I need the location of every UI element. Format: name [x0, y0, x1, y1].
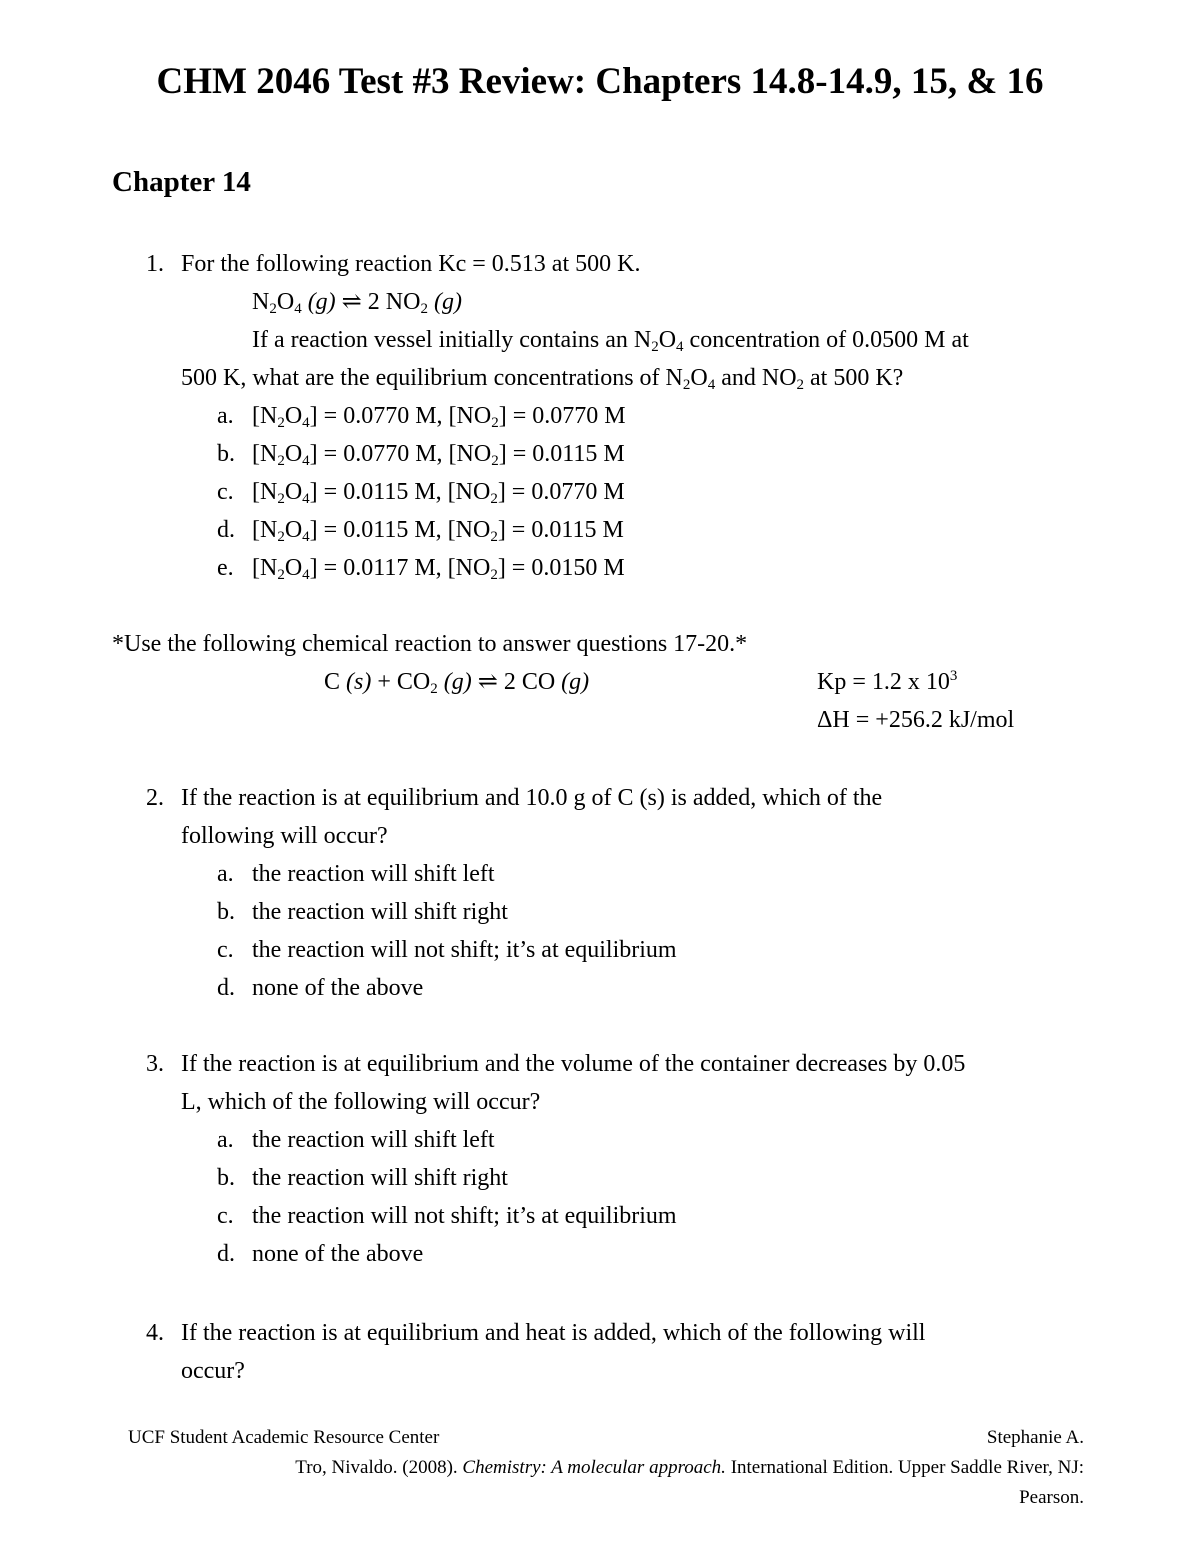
answer-option: the reaction will shift left [252, 1127, 495, 1153]
question-text-line: If a reaction vessel initially contains an $N_2O_4$ concentration of 0.0500 M at [252, 327, 969, 355]
footer-citation: Tro, Nivaldo. (2008). Chemistry: A molecular approach. International Edition. Upper Saddle River, NJ: [295, 1457, 1084, 1478]
option-letter: d. [217, 1241, 235, 1267]
answer-option: $[N_2O_4] = 0.0770$ M, $[NO_2] = 0.0115$ M [252, 441, 625, 469]
question-text-line: occur? [181, 1358, 245, 1384]
page-title: CHM 2046 Test #3 Review: Chapters 14.8-14.9, 15, & 16 [156, 61, 1044, 102]
question-text-line: 500 K, what are the equilibrium concentrations of $N_2O_4$ and $NO_2$ at 500 K? [181, 365, 904, 393]
option-letter: b. [217, 899, 235, 925]
answer-option: $[N_2O_4] = 0.0770$ M, $[NO_2] = 0.0770$ M [252, 403, 626, 431]
instruction-note: *Use the following chemical reaction to answer questions 17-20.* [112, 631, 748, 657]
answer-option: $[N_2O_4] = 0.0115$ M, $[NO_2] = 0.0115$ M [252, 517, 624, 545]
reaction-equation: $N_2O_4$ (g) ⇌ 2 $NO_2$ (g) [252, 289, 462, 317]
enthalpy-change: ΔH = +256.2 kJ/mol [817, 707, 1015, 733]
option-letter: c. [217, 479, 234, 505]
footer-author: Stephanie A. [986, 1427, 1084, 1448]
question-number: 4. [146, 1320, 164, 1346]
option-letter: e. [217, 555, 234, 581]
answer-option: none of the above [252, 1241, 424, 1267]
equilibrium-constant: Kp = 1.2 x $10^3$ [817, 668, 958, 695]
answer-option: $[N_2O_4] = 0.0117$ M, $[NO_2] = 0.0150$ M [252, 555, 625, 583]
answer-option: the reaction will not shift; it’s at equilibrium [252, 1203, 677, 1229]
option-letter: b. [217, 441, 235, 467]
question-number: 2. [146, 785, 164, 811]
question-stem: For the following reaction Kc = 0.513 at 500 K. [181, 251, 641, 277]
question-text-line: If the reaction is at equilibrium and the volume of the container decreases by 0.05 [181, 1051, 966, 1077]
answer-option: the reaction will shift left [252, 861, 495, 887]
question-text-line: If the reaction is at equilibrium and 10.0 g of C (s) is added, which of the [181, 785, 883, 811]
answer-option: $[N_2O_4] = 0.0115$ M, $[NO_2] = 0.0770$ M [252, 479, 625, 507]
question-number: 1. [146, 251, 164, 277]
question-text-line: L, which of the following will occur? [181, 1089, 541, 1115]
chapter-heading: Chapter 14 [112, 166, 251, 198]
option-letter: b. [217, 1165, 235, 1191]
option-letter: c. [217, 937, 234, 963]
footer-organization: UCF Student Academic Resource Center [128, 1427, 440, 1448]
option-letter: a. [217, 403, 234, 429]
option-letter: a. [217, 861, 234, 887]
option-letter: d. [217, 517, 235, 543]
footer-citation-publisher: Pearson. [1019, 1487, 1084, 1508]
answer-option: none of the above [252, 975, 424, 1001]
reaction-equation-2: C $(s) + CO_2$ (g) ⇌ 2 CO (g) [324, 669, 590, 697]
option-letter: c. [217, 1203, 234, 1229]
answer-option: the reaction will shift right [252, 1165, 508, 1191]
answer-option: the reaction will not shift; it’s at equilibrium [252, 937, 677, 963]
question-number: 3. [146, 1051, 164, 1077]
question-text-line: If the reaction is at equilibrium and heat is added, which of the following will [181, 1320, 926, 1346]
question-text-line: following will occur? [181, 823, 388, 849]
option-letter: a. [217, 1127, 234, 1153]
answer-option: the reaction will shift right [252, 899, 508, 925]
option-letter: d. [217, 975, 235, 1001]
